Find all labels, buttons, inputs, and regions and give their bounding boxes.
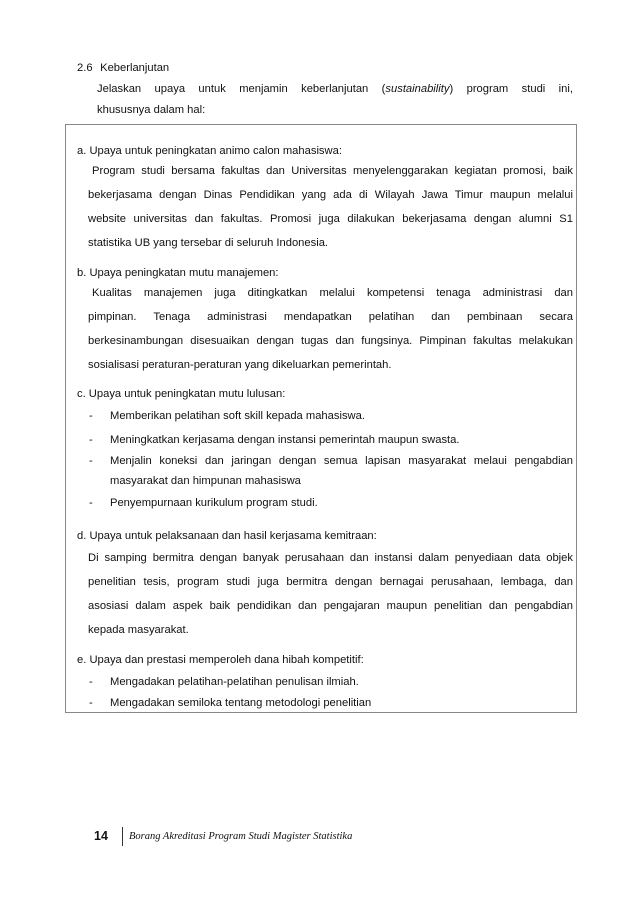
item-a-title: a. Upaya untuk peningkatan animo calon mahasiswa: [77, 145, 342, 157]
paragraph-line: website universitas dan fakultas. Promosi juga dilakukan bekerjasama dengan alumni S1 [88, 213, 573, 225]
footer-divider [122, 827, 123, 846]
intro-italic-term: sustainability [385, 83, 450, 95]
item-e [77, 650, 573, 713]
item-a [77, 141, 573, 253]
section-number: 2.6 [77, 62, 93, 74]
intro-line-2: khususnya dalam hal: [97, 104, 206, 116]
page-number: 14 [94, 829, 108, 843]
item-d-body [77, 548, 573, 640]
list-item: - Memberikan pelatihan soft skill kepada mahasiswa. [89, 410, 365, 422]
paragraph-line: Di samping bermitra dengan banyak perusahaan dan instansi dalam penyediaan data objek [88, 552, 573, 564]
item-e-title: e. Upaya dan prestasi memperoleh dana hibah kompetitif: [77, 654, 364, 666]
paragraph-line: Program studi bersama fakultas dan Universitas menyelenggarakan kegiatan promosi, baik [92, 165, 573, 177]
item-b-title: b. Upaya peningkatan mutu manajemen: [77, 267, 279, 279]
item-b [77, 263, 573, 375]
section-heading [77, 60, 169, 76]
paragraph-line: bekerjasama dengan Dinas Pendidikan yang ada di Wilayah Jawa Timur maupun melalui [88, 189, 573, 201]
paragraph-line: kepada masyarakat. [88, 624, 189, 636]
item-d-title: d. Upaya untuk pelaksanaan dan hasil kerjasama kemitraan: [77, 530, 377, 542]
section-intro [97, 79, 573, 121]
paragraph-line: berkesinambungan disesuaikan dengan tugas dan fungsinya. Pimpinan fakultas melakukan [88, 335, 573, 347]
item-c [77, 384, 573, 513]
footer-document-title: Borang Akreditasi Program Studi Magister Statistika [129, 830, 353, 842]
item-c-title: c. Upaya untuk peningkatan mutu lulusan: [77, 388, 286, 400]
paragraph-line: sosialisasi peraturan-peraturan yang dikeluarkan pemerintah. [88, 359, 392, 371]
paragraph-line: statistika UB yang tersebar di seluruh Indonesia. [88, 237, 329, 249]
item-b-body [77, 283, 573, 375]
list-item: - Mengadakan pelatihan-pelatihan penulisan ilmiah. [89, 676, 359, 688]
paragraph-line: pimpinan. Tenaga administrasi mendapatkan pelatihan dan pembinaan secara [88, 311, 573, 323]
intro-line-1: Jelaskan upaya untuk menjamin keberlanjutan (sustainability) program studi ini, [97, 83, 573, 95]
list-item: - Mengadakan semiloka tentang metodologi penelitian [89, 697, 372, 709]
item-c-bullets [77, 406, 573, 513]
paragraph-line: penelitian tesis, program studi juga bermitra dengan bernagai perusahaan, lembaga, dan [88, 576, 573, 588]
list-item: - Meningkatkan kerjasama dengan instansi pemerintah maupun swasta. [89, 434, 460, 446]
list-item: - Penyempurnaan kurikulum program studi. [89, 497, 318, 509]
paragraph-line: asosiasi dalam aspek baik pendidikan dan pengajaran maupun penelitian dan pengabdian [88, 600, 573, 612]
item-d [77, 526, 573, 640]
page-footer [90, 826, 352, 846]
paragraph-line: Kualitas manajemen juga ditingkatkan melalui kompetensi tenaga administrasi dan [92, 287, 573, 299]
section-title: Keberlanjutan [100, 62, 170, 74]
item-a-body [77, 161, 573, 253]
list-item: - Menjalin koneksi dan jaringan dengan semua lapisan masyarakat melaui pengabdian masyarakat dan himpunan mahasiswa [89, 455, 573, 487]
item-e-bullets [77, 672, 573, 713]
